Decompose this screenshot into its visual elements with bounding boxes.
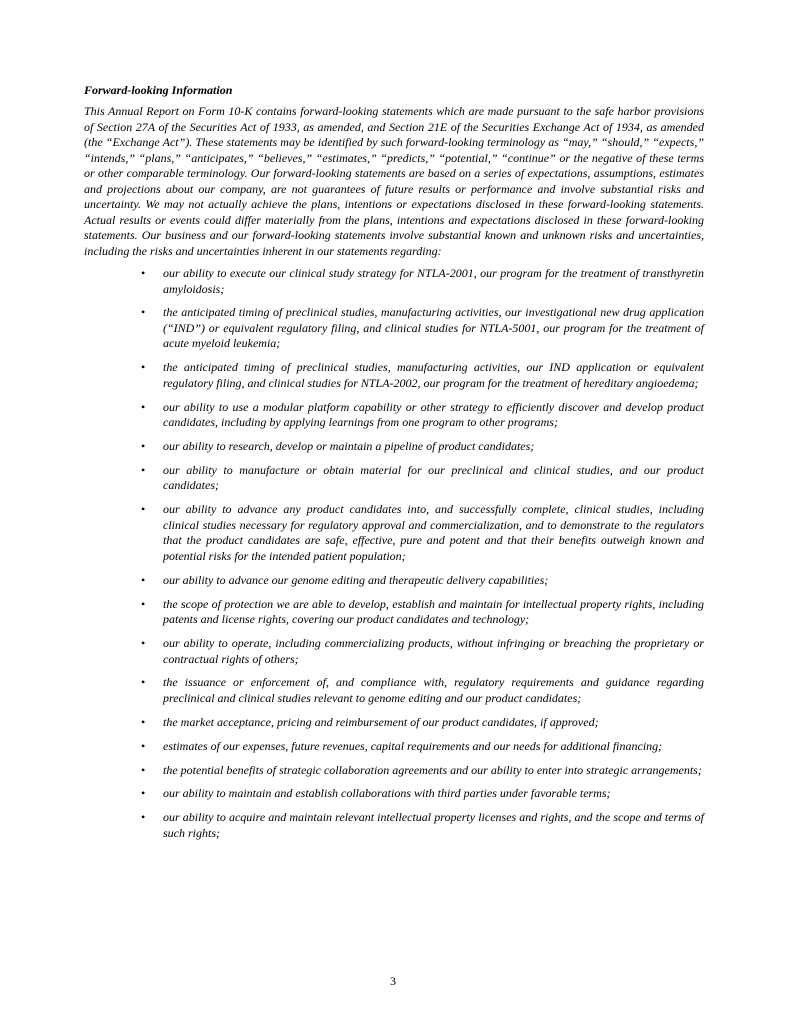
list-item-text: our ability to research, develop or maintain a pipeline of product candidates; [163,439,535,454]
list-item-text: the anticipated timing of preclinical studies, manufacturing activities, our IND application or equivalent regulatory filing, and clinical studies for NTLA-2002, our program for the treatment of hereditary angioedema; [163,360,704,390]
section-heading: Forward-looking Information [84,83,233,97]
list-item [84,439,704,455]
list-item-text: our ability to operate, including commercializing products, without infringing or breaching the proprietary or contractual rights of others; [163,636,704,666]
bullet-icon: • [141,786,146,801]
list-item-text: the scope of protection we are able to develop, establish and maintain for intellectual property rights, including patents and license rights, covering our product candidates and technology; [163,596,704,627]
bullet-icon: • [141,738,146,753]
list-item-text: our ability to execute our clinical study strategy for NTLA-2001, our program for the treatment of transthyretin amyloidosis; [163,266,704,296]
bullet-icon: • [141,762,146,777]
list-item-text: the market acceptance, pricing and reimbursement of our product candidates, if approved; [163,714,599,729]
bullet-icon: • [141,714,146,729]
bullet-icon: • [141,502,146,517]
list-item [84,463,704,494]
list-item [84,360,704,391]
list-item [84,739,704,755]
list-item-text: our ability to acquire and maintain relevant intellectual property licenses and rights, and the scope and terms of such rights; [163,810,704,840]
list-item [84,266,704,297]
intro-paragraph: This Annual Report on Form 10-K contains forward-looking statements which are made pursuant to the safe harbor provisions of Section 27A of the Securities Act of 1933, as amended, and Section 21E of the Securities Exchange Act of 1934, as amended (the “Exchange Act”). These statements may be identified by such forward-looking terminology as “may,” “should,” “expects,” “intends,” “plans,” “anticipates,” “believes,” “estimates,” “predicts,” “potential,” “continue” or the negative of these terms or other comparable terminology. Our forward-looking statements are based on a series of expectations, assumptions, estimates and projections about our company, are not guarantees of future results or performance and involve substantial risks and uncertainty. We may not actually achieve the plans, intentions or expectations disclosed in these forward-looking statements. Actual results or events could differ materially from the plans, intentions and expectations disclosed in these forward-looking statements. Our business and our forward-looking statements involve substantial known and unknown risks and uncertainties, including the risks and uncertainties inherent in our statements regarding: [84,104,704,258]
list-item [84,305,704,352]
bullet-icon: • [141,675,146,690]
list-item-text: the issuance or enforcement of, and compliance with, regulatory requirements and guidance regarding preclinical and clinical studies relevant to genome editing and our product candidates; [163,675,704,705]
list-item [84,810,704,841]
bullet-icon: • [141,636,146,651]
bullet-icon: • [141,462,146,477]
list-item [84,502,704,564]
list-item [84,400,704,431]
bullet-icon: • [141,439,146,454]
list-item [84,715,704,731]
bullet-icon: • [141,305,146,320]
list-item-text: our ability to manufacture or obtain material for our preclinical and clinical studies, and our product candidates; [163,462,704,493]
bullet-icon: • [141,596,146,611]
list-item [84,597,704,628]
bullet-icon: • [141,399,146,414]
list-item-text: our ability to maintain and establish collaborations with third parties under favorable terms; [163,786,611,801]
list-item-text: our ability to use a modular platform capability or other strategy to efficiently discover and develop product candidates, including by applying learnings from one program to other programs; [163,399,704,430]
document-page [84,83,704,850]
list-item-text: estimates of our expenses, future revenues, capital requirements and our needs for additional financing; [163,738,663,753]
bullet-icon: • [141,572,146,587]
list-item [84,573,704,589]
bullet-icon: • [141,360,146,375]
list-item-text: our ability to advance our genome editing and therapeutic delivery capabilities; [163,572,549,587]
list-item [84,786,704,802]
list-item-text: the potential benefits of strategic collaboration agreements and our ability to enter into strategic arrangements; [163,762,702,777]
bullet-icon: • [141,810,146,825]
list-item [84,763,704,779]
page-number: 3 [390,974,396,988]
bullet-icon: • [141,266,146,280]
list-item [84,636,704,667]
list-item [84,675,704,706]
list-item-text: our ability to advance any product candidates into, and successfully complete, clinical studies, including clinical studies necessary for regulatory approval and commercialization, and to demonstrate to the regulators that the product candidates are safe, effective, pure and potent and that their benefits outweigh known and potential risks for the intended patient population; [163,502,704,563]
bullet-list [84,266,704,841]
list-item-text: the anticipated timing of preclinical studies, manufacturing activities, our investigational new drug application (“IND”) or equivalent regulatory filing, and clinical studies for NTLA-5001, our program for the treatment of acute myeloid leukemia; [163,305,704,351]
